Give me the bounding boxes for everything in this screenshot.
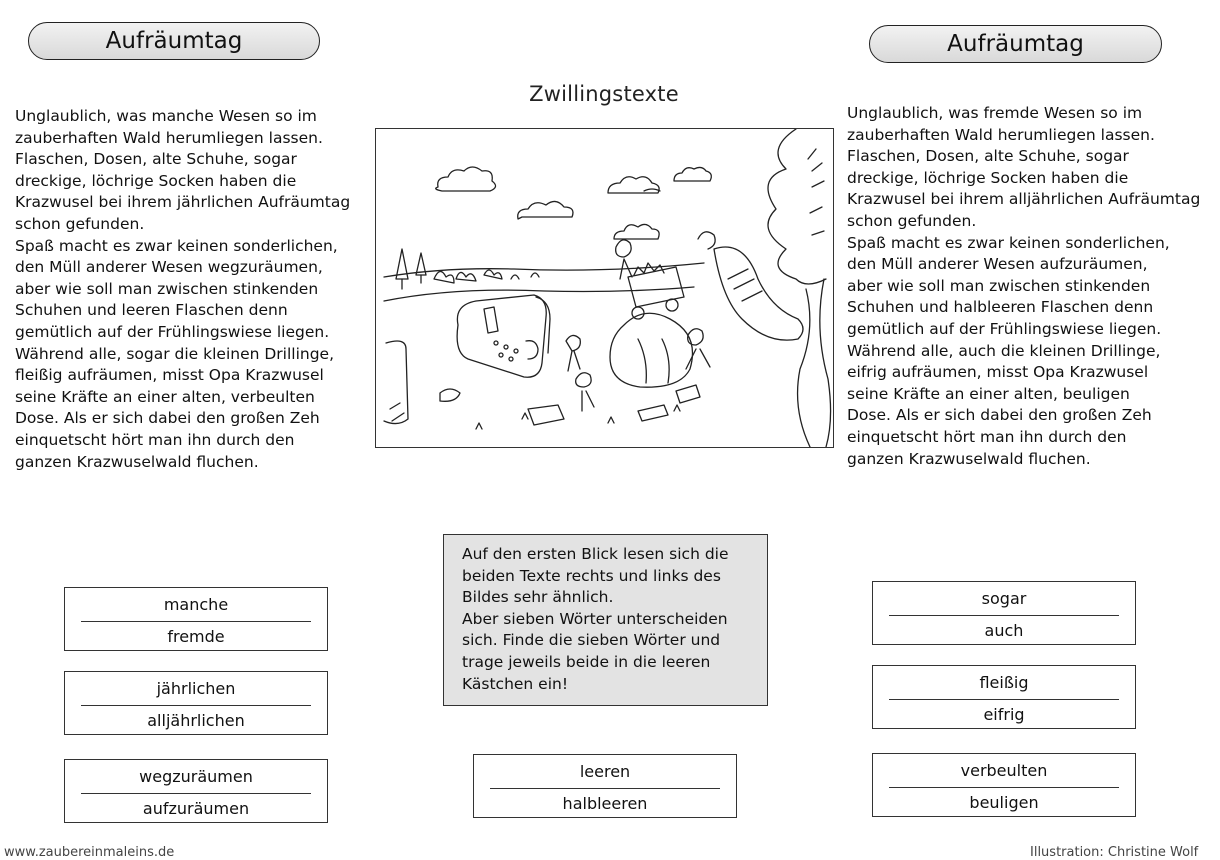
- story-line: ganzen Krazwuselwald fluchen.: [847, 449, 1091, 468]
- story-line: Krazwusel bei ihrem jährlichen Aufräumtag: [15, 193, 351, 212]
- story-line: den Müll anderer Wesen wegzuräumen,: [15, 258, 323, 277]
- story-line: ganzen Krazwuselwald fluchen.: [15, 452, 259, 471]
- divider-line: [81, 705, 311, 706]
- word-pair-box: [473, 754, 737, 818]
- story-line: dreckige, löchrige Socken haben die: [847, 168, 1129, 187]
- instruction-line: Aber sieben Wörter unterscheiden: [462, 609, 728, 628]
- story-line: gemütlich auf der Frühlingswiese liegen.: [847, 319, 1162, 338]
- divider-line: [81, 793, 311, 794]
- story-line: einquetscht hört man ihn durch den: [15, 430, 295, 449]
- story-text-right: [847, 103, 1220, 470]
- word-right-text: fremde: [167, 627, 225, 646]
- word-left-text: sogar: [981, 589, 1027, 608]
- story-line: Während alle, auch die kleinen Drillinge,: [847, 341, 1161, 360]
- story-line: Unglaublich, was fremde Wesen so im: [847, 104, 1143, 122]
- story-line: den Müll anderer Wesen aufzuräumen,: [847, 255, 1148, 274]
- word-right-text: eifrig: [983, 705, 1025, 724]
- divider-line: [81, 621, 311, 622]
- story-line: eifrig aufräumen, misst Opa Krazwusel: [847, 363, 1149, 382]
- word-left-text: jährlichen: [156, 679, 236, 698]
- divider-line: [490, 788, 720, 789]
- story-text-left: [15, 106, 375, 473]
- instruction-line: Bildes sehr ähnlich.: [462, 588, 614, 607]
- instruction-line: Kästchen ein!: [462, 674, 569, 693]
- story-line: aber wie soll man zwischen stinkenden: [15, 279, 319, 298]
- instruction-line: beiden Texte rechts und links des: [462, 566, 721, 585]
- story-line: Schuhen und leeren Flaschen denn: [15, 301, 288, 320]
- story-line: seine Kräfte an einer alten, verbeulten: [15, 387, 315, 406]
- word-right-text: auch: [984, 621, 1024, 640]
- footer-website: www.zaubereinmaleins.de: [4, 845, 175, 860]
- word-right-text: alljährlichen: [147, 711, 245, 730]
- divider-line: [889, 615, 1119, 616]
- story-line: Schuhen und halbleeren Flaschen denn: [847, 298, 1154, 317]
- instruction-box: [443, 534, 768, 706]
- title-left: Aufräumtag: [28, 22, 320, 60]
- instruction-line: trage jeweils beide in die leeren: [462, 652, 711, 671]
- divider-line: [889, 787, 1119, 788]
- story-line: Flaschen, Dosen, alte Schuhe, sogar: [847, 147, 1129, 166]
- word-pair-box: [872, 581, 1136, 645]
- story-line: schon gefunden.: [847, 211, 977, 230]
- word-pair-box: [872, 665, 1136, 729]
- story-line: Dose. Als er sich dabei den großen Zeh: [847, 406, 1152, 425]
- story-line: gemütlich auf der Frühlingswiese liegen.: [15, 322, 330, 341]
- story-line: aber wie soll man zwischen stinkenden: [847, 276, 1151, 295]
- story-line: zauberhaften Wald herumliegen lassen.: [847, 125, 1155, 144]
- story-line: Während alle, sogar die kleinen Drillinge,: [15, 344, 335, 363]
- story-line: dreckige, löchrige Socken haben die: [15, 171, 297, 190]
- instruction-line: Auf den ersten Blick lesen sich die: [462, 545, 729, 563]
- word-left-text: fleißig: [979, 673, 1029, 692]
- word-left-text: manche: [163, 595, 229, 614]
- story-line: fleißig aufräumen, misst Opa Krazwusel: [15, 366, 324, 385]
- story-line: Flaschen, Dosen, alte Schuhe, sogar: [15, 150, 297, 169]
- word-pair-box: [64, 671, 328, 735]
- word-right-text: halbleeren: [562, 794, 648, 813]
- story-line: einquetscht hört man ihn durch den: [847, 427, 1127, 446]
- word-left-text: leeren: [579, 762, 631, 781]
- word-pair-box: [64, 759, 328, 823]
- word-left-text: verbeulten: [960, 761, 1048, 780]
- instruction-line: sich. Finde die sieben Wörter und: [462, 631, 721, 650]
- story-line: Dose. Als er sich dabei den großen Zeh: [15, 409, 320, 428]
- word-right-text: aufzuräumen: [142, 799, 250, 818]
- word-pair-box: [64, 587, 328, 651]
- story-line: Krazwusel bei ihrem alljährlichen Aufräumtag: [847, 190, 1201, 209]
- word-right-text: beuligen: [969, 793, 1039, 812]
- worksheet-subtitle: Zwillingstexte: [529, 82, 679, 106]
- word-pair-box: [872, 753, 1136, 817]
- story-line: schon gefunden.: [15, 214, 145, 233]
- divider-line: [889, 699, 1119, 700]
- story-line: Unglaublich, was manche Wesen so im: [15, 107, 317, 125]
- story-line: seine Kräfte an einer alten, beuligen: [847, 384, 1130, 403]
- story-line: zauberhaften Wald herumliegen lassen.: [15, 128, 323, 147]
- story-line: Spaß macht es zwar keinen sonderlichen,: [847, 233, 1170, 252]
- footer-credit: Illustration: Christine Wolf: [1030, 845, 1199, 860]
- word-left-text: wegzuräumen: [139, 767, 253, 786]
- story-line: Spaß macht es zwar keinen sonderlichen,: [15, 236, 338, 255]
- title-right: Aufräumtag: [869, 25, 1162, 63]
- coloring-illustration: [375, 128, 834, 448]
